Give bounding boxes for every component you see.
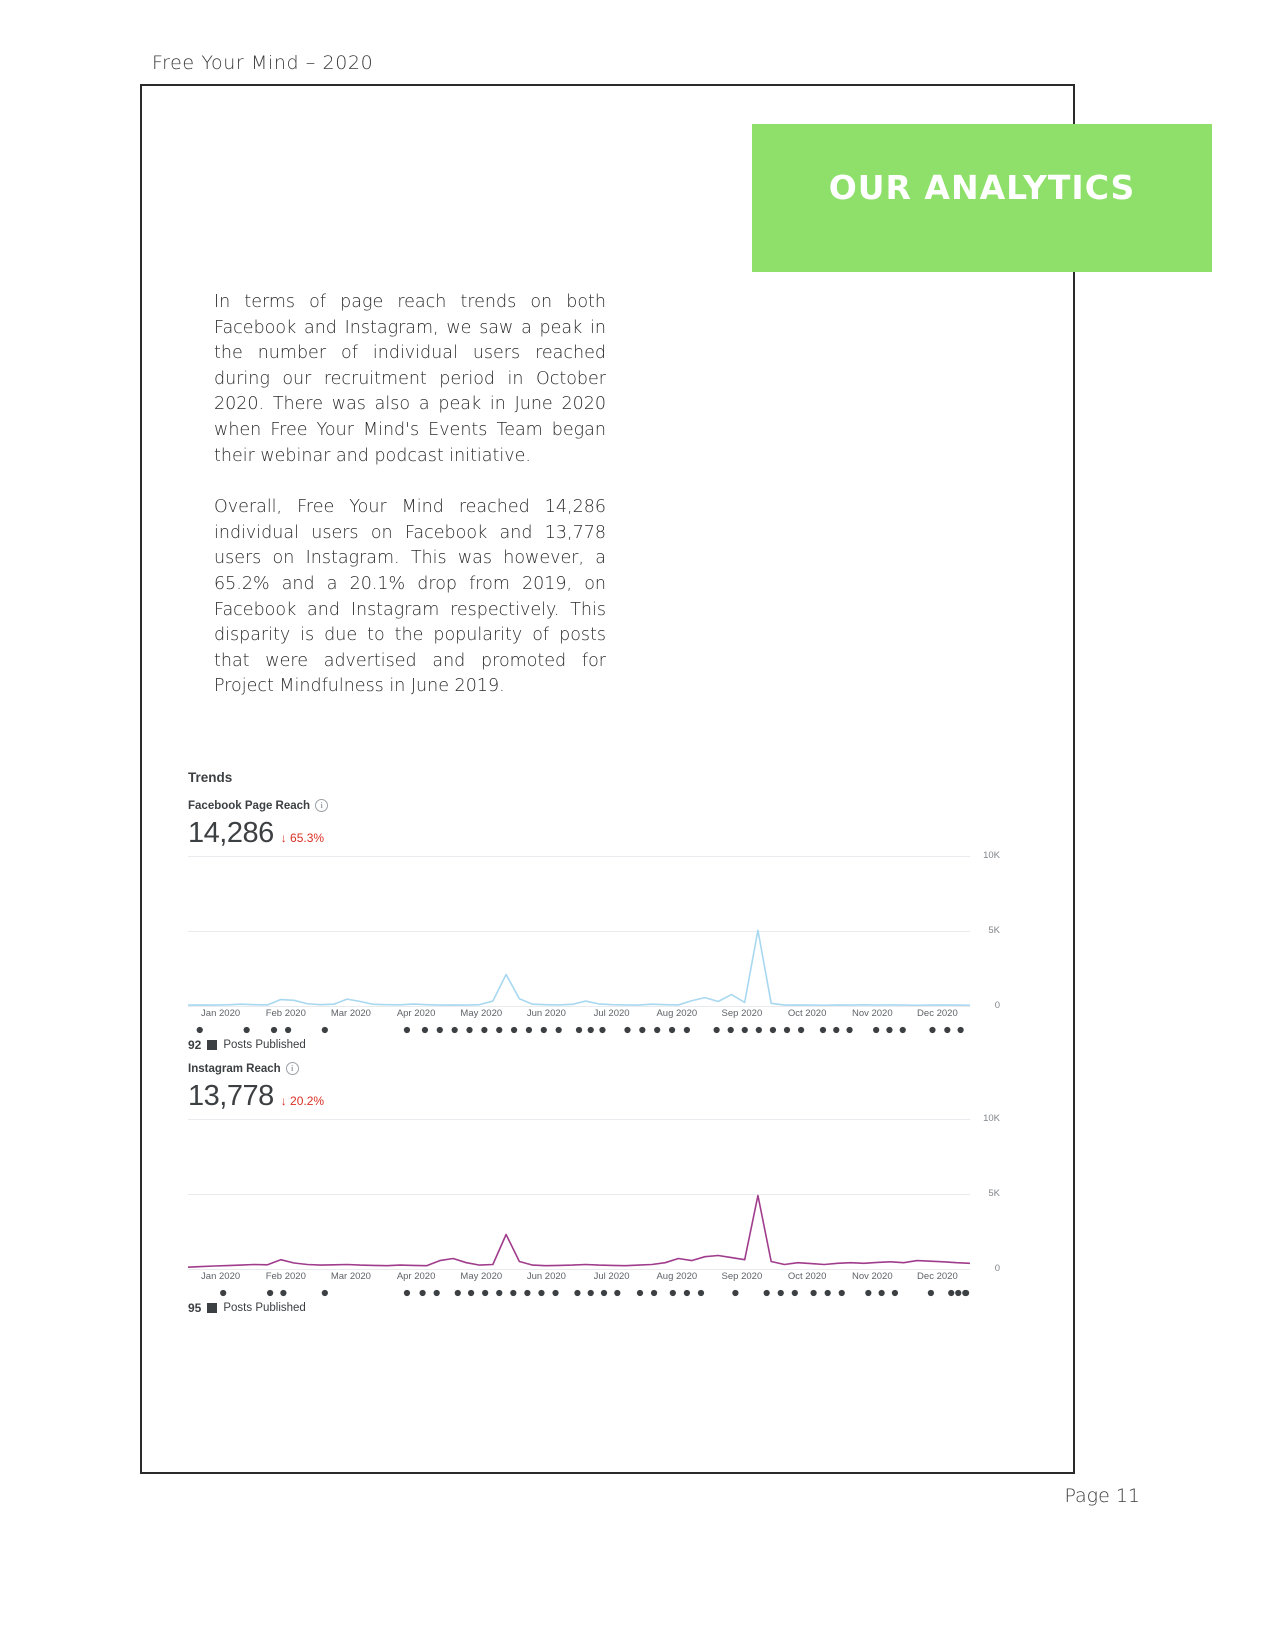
x-axis-tick: Oct 2020: [787, 1008, 827, 1019]
x-axis-tick: Sep 2020: [721, 1271, 763, 1282]
instagram-metric-value-row: [188, 1080, 1000, 1113]
instagram-metric-label: Instagram Reach: [188, 1062, 281, 1075]
ytick-10k: 10K: [983, 1113, 1000, 1124]
x-axis-tick: Feb 2020: [265, 1008, 306, 1019]
instagram-metric-label-row: [188, 1062, 1000, 1075]
x-axis-tick: Aug 2020: [656, 1008, 698, 1019]
facebook-metric-label-row: [188, 799, 1000, 812]
x-axis-tick: Sep 2020: [721, 1008, 763, 1019]
facebook-metric-value: 14,286: [188, 817, 274, 849]
facebook-x-axis: [188, 1008, 970, 1024]
info-icon[interactable]: i: [315, 799, 328, 812]
ytick-0: 0: [994, 1263, 1000, 1274]
instagram-metric-delta: ↓ 20.2%: [280, 1094, 325, 1108]
running-head: Free Your Mind – 2020: [152, 52, 374, 74]
x-axis-tick: Feb 2020: [265, 1271, 306, 1282]
section-title: OUR ANALYTICS: [828, 168, 1136, 207]
x-axis-tick: Apr 2020: [396, 1271, 436, 1282]
x-axis-tick: Jun 2020: [526, 1008, 566, 1019]
posts-square-icon: [207, 1303, 217, 1313]
ytick-5k: 5K: [988, 1188, 1000, 1199]
x-axis-tick: Oct 2020: [787, 1271, 827, 1282]
x-axis-tick: Dec 2020: [917, 1008, 958, 1019]
x-axis-tick: Jul 2020: [593, 1271, 630, 1282]
analytics-widget: [188, 770, 1000, 1315]
x-axis-tick: Mar 2020: [330, 1271, 371, 1282]
ytick-10k: 10K: [983, 850, 1000, 861]
facebook-posts-legend: [188, 1038, 306, 1052]
section-banner: [752, 124, 1212, 272]
facebook-posts-count: 92: [188, 1038, 202, 1052]
paragraph-2: Overall, Free Your Mind reached 14,286 individual users on Facebook and 13,778 users on Instagram. This was however, a 65.2% and a 20.1% drop from 2019, on Facebook and Instagram respectively. This disparity is due to the popularity of posts that were advertised and promoted for Project Mindfulness in June 2019.: [214, 497, 606, 697]
facebook-line-path: [188, 856, 970, 1008]
x-axis-tick: Dec 2020: [917, 1271, 958, 1282]
facebook-posts-row: [188, 1024, 1000, 1052]
instagram-metric-value: 13,778: [188, 1080, 274, 1112]
ytick-0: 0: [994, 1000, 1000, 1011]
facebook-metric-value-row: [188, 817, 1000, 850]
instagram-line-path: [188, 1119, 970, 1271]
posts-square-icon: [207, 1040, 217, 1050]
info-icon[interactable]: i: [286, 1062, 299, 1075]
instagram-posts-legend: [188, 1301, 306, 1315]
instagram-posts-label: Posts Published: [223, 1302, 306, 1314]
x-axis-tick: Jan 2020: [201, 1271, 241, 1282]
x-axis-tick: Jun 2020: [526, 1271, 566, 1282]
x-axis-tick: Jan 2020: [201, 1008, 241, 1019]
instagram-x-axis: [188, 1271, 970, 1287]
instagram-posts-row: [188, 1287, 1000, 1315]
body-text-column: [214, 290, 606, 726]
x-axis-tick: Aug 2020: [656, 1271, 698, 1282]
facebook-metric-label: Facebook Page Reach: [188, 799, 311, 812]
facebook-metric-delta: ↓ 65.3%: [280, 831, 325, 845]
x-axis-tick: Apr 2020: [396, 1008, 436, 1019]
x-axis-tick: Nov 2020: [851, 1271, 893, 1282]
ytick-5k: 5K: [988, 925, 1000, 936]
x-axis-tick: Mar 2020: [330, 1008, 371, 1019]
x-axis-tick: Jul 2020: [593, 1008, 630, 1019]
paragraph-1: In terms of page reach trends on both Facebook and Instagram, we saw a peak in the number of individual users reached during our recruitment period in October 2020. There was also a peak in June 2020 when Free Your Mind's Events Team began their webinar and podcast initiative.: [214, 292, 606, 466]
facebook-chart: [188, 850, 1000, 1011]
analytics-title: Trends: [188, 770, 233, 785]
facebook-posts-label: Posts Published: [223, 1039, 306, 1051]
x-axis-tick: May 2020: [460, 1008, 503, 1019]
x-axis-tick: Nov 2020: [851, 1008, 893, 1019]
page-number: Page 11: [1064, 1485, 1140, 1507]
x-axis-tick: May 2020: [460, 1271, 503, 1282]
facebook-metric-block: [188, 799, 1000, 1052]
instagram-chart: [188, 1113, 1000, 1274]
instagram-metric-block: [188, 1062, 1000, 1315]
instagram-posts-count: 95: [188, 1301, 202, 1315]
